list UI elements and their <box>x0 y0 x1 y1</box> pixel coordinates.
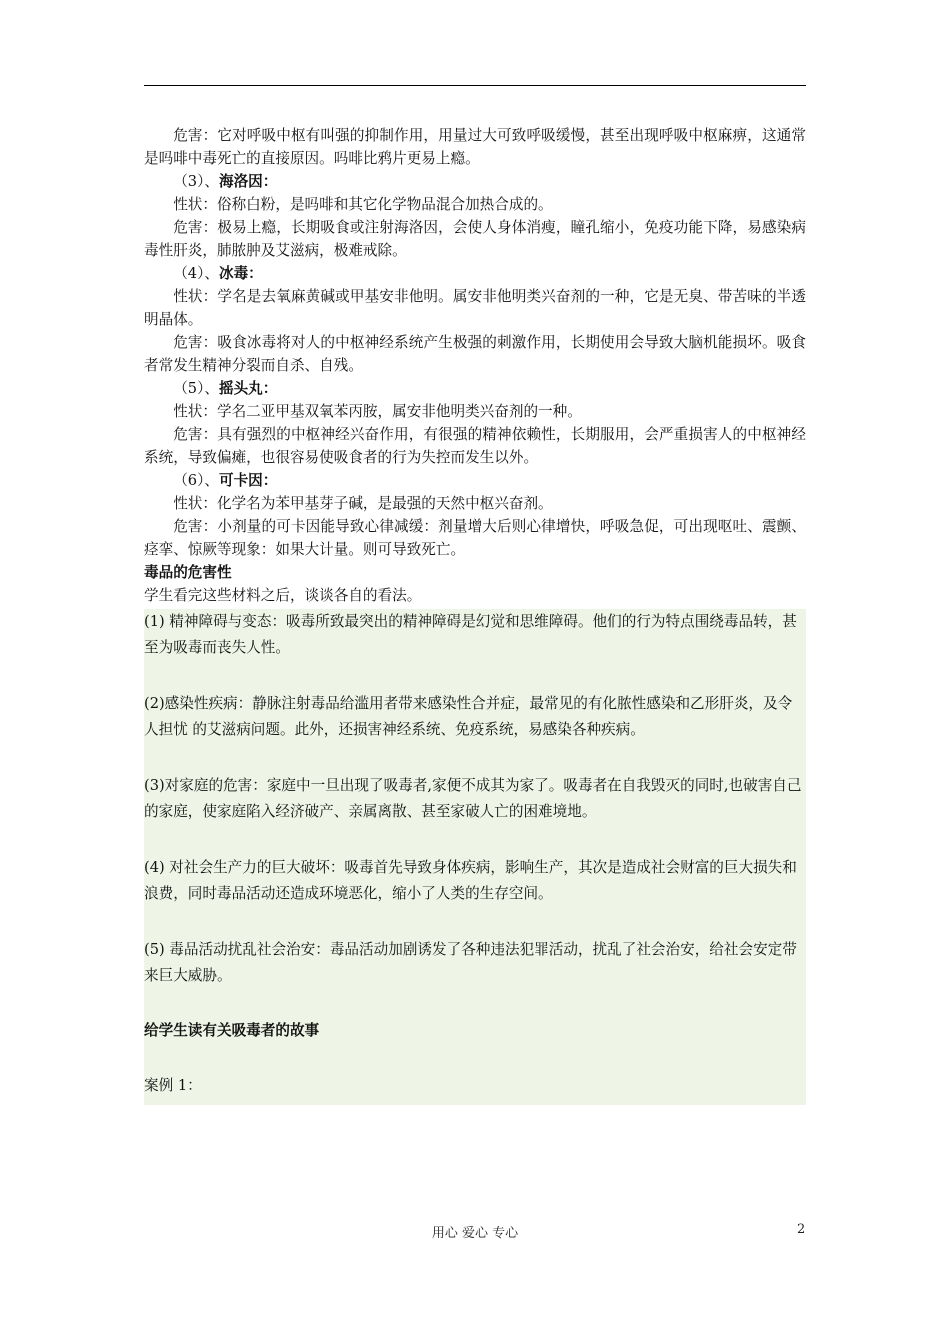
harms-block <box>144 609 806 1105</box>
harm-item-3: (3)对家庭的危害：家庭中一旦出现了吸毒者,家便不成其为家了。吸毒者在自我毁灭的同时,也破害自己的家庭，使家庭陷入经济破产、亲属离散、甚至家破人亡的困难境地。 <box>144 777 802 820</box>
heading-number: （5）、 <box>173 380 219 397</box>
header-rule <box>144 85 806 86</box>
harm-item-1: (1) 精神障碍与变态：吸毒所致最突出的精神障碍是幻觉和思维障碍。他们的行为特点围绕毒品转，甚至为吸毒而丧失人性。 <box>144 613 797 656</box>
cocaine-property: 性状：化学名为苯甲基芽子碱，是最强的天然中枢兴奋剂。 <box>173 495 553 512</box>
case-label: 案例 1： <box>144 1077 202 1094</box>
harm-item-5: (5) 毒品活动扰乱社会治安：毒品活动加剧诱发了各种违法犯罪活动，扰乱了社会治安，给社会安定带来巨大威胁。 <box>144 941 797 984</box>
heading-number: （4）、 <box>173 265 219 282</box>
harm-item-2: (2)感染性疾病：静脉注射毒品给滥用者带来感染性合并症，最常见的有化脓性感染和乙形肝炎，及令人担忧 的艾滋病问题。此外，还损害神经系统、免疫系统，易感染各种疾病。 <box>144 695 793 738</box>
heading-name: 冰毒： <box>218 265 263 282</box>
heroin-property: 性状：俗称白粉，是吗啡和其它化学物品混合加热合成的。 <box>173 196 553 213</box>
heading-number: （6）、 <box>173 472 219 489</box>
ecstasy-property: 性状：学名二亚甲基双氧苯丙胺，属安非他明类兴奋剂的一种。 <box>173 403 582 420</box>
ecstasy-harm: 危害：具有强烈的中枢神经兴奋作用，有很强的精神依赖性，长期服用，会严重损害人的中枢神经系统，导致偏瘫，也很容易使吸食者的行为失控而发生以外。 <box>144 426 806 466</box>
document-body <box>144 124 806 1105</box>
heading-name: 可卡因： <box>218 472 278 489</box>
heading-name: 摇头丸： <box>218 380 278 397</box>
heroin-harm: 危害：极易上瘾，长期吸食或注射海洛因，会使人身体消瘦，瞳孔缩小，免疫功能下降，易感染病毒性肝炎，肺脓肿及艾滋病，极难戒除。 <box>144 219 806 259</box>
heading-name: 海洛因： <box>218 173 278 190</box>
harm-item-4: (4) 对社会生产力的巨大破坏：吸毒首先导致身体疾病，影响生产，其次是造成社会财富的巨大损失和浪费，同时毒品活动还造成环境恶化，缩小了人类的生存空间。 <box>144 859 797 902</box>
story-title: 给学生读有关吸毒者的故事 <box>144 1022 320 1039</box>
heading-cocaine <box>144 469 806 492</box>
page-number: 2 <box>797 1222 806 1237</box>
morphine-harm: 危害：它对呼吸中枢有叫强的抑制作用，用量过大可致呼吸缓慢，甚至出现呼吸中枢麻痹，这通常是吗啡中毒死亡的直接原因。吗啡比鸦片更易上瘾。 <box>144 127 806 167</box>
section-title: 毒品的危害性 <box>144 564 232 581</box>
section-intro: 学生看完这些材料之后，谈谈各自的看法。 <box>144 587 422 604</box>
heading-number: （3）、 <box>173 173 219 190</box>
footer-text: 用心 爱心 专心 <box>431 1226 519 1241</box>
heading-ecstasy <box>144 377 806 400</box>
cocaine-harm: 危害：小剂量的可卡因能导致心律减缓：剂量增大后则心律增快，呼吸急促，可出现呕吐、震颤、痉挛、惊厥等现象：如果大计量。则可导致死亡。 <box>144 518 806 558</box>
heading-heroin <box>144 170 806 193</box>
ice-harm: 危害：吸食冰毒将对人的中枢神经系统产生极强的刺激作用，长期使用会导致大脑机能损坏。吸食者常发生精神分裂而自杀、自残。 <box>144 334 806 374</box>
ice-property: 性状：学名是去氧麻黄碱或甲基安非他明。属安非他明类兴奋剂的一种，它是无臭、带苦味的半透明晶体。 <box>144 288 806 328</box>
heading-ice <box>144 262 806 285</box>
